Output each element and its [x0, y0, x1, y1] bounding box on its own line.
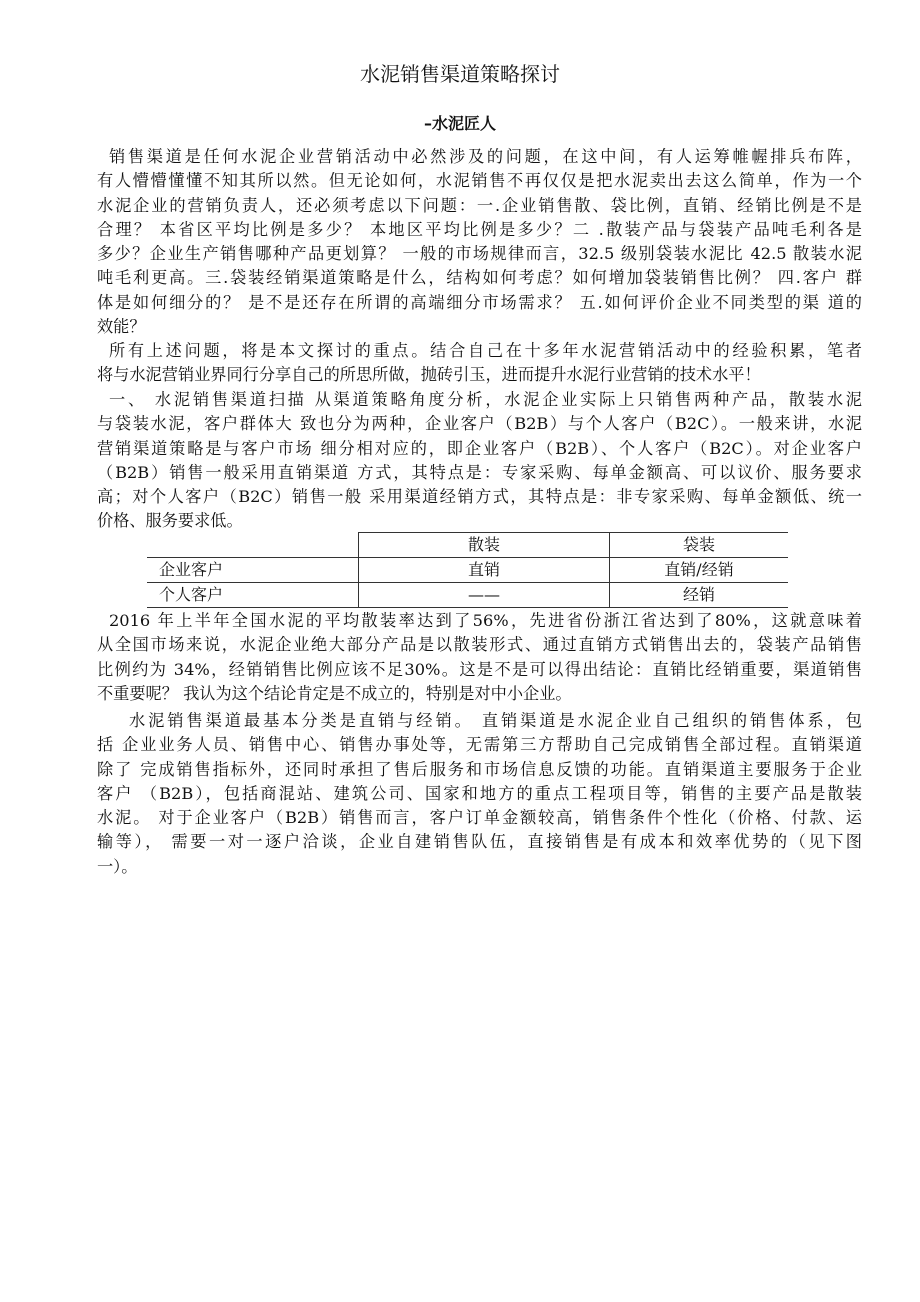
text-line: 所有上述问题，将是本文探讨的重点。结合自己在十多年水泥营销活动中的经验积累，笔者 — [109, 341, 862, 360]
text-line: 除了 完成销售指标外，还同时承担了售后服务和市场信息反馈的功能。直销渠道主要服务于企业 — [97, 759, 862, 779]
text-line: 将与水泥营销业界同行分享自己的所思所做，抛砖引玉，进而提升水泥行业营销的技术水平！ — [97, 365, 761, 385]
table-header-cell: 散装 — [359, 533, 610, 558]
text-line: 比例约为 34%，经销销售比例应该不足30%。这是不是可以得出结论：直销比经销重要，渠道销售 — [97, 659, 862, 679]
text-line: 不重要呢？ 我认为这个结论肯定是不成立的，特别是对中小企业。 — [97, 683, 572, 703]
table-header-row — [147, 533, 788, 558]
text-line: 体是如何细分的？ 是不是还存在所谓的高端细分市场需求？ 五.如何评价企业不同类型的渠 道的 — [97, 292, 862, 312]
channel-table — [147, 532, 788, 608]
paragraph-focus — [97, 339, 862, 388]
text-line: 客户 （B2B），包括商混站、建筑公司、国家和地方的重点工程项目等，销售的主要产品是散装 — [97, 783, 862, 803]
text-line: 有人懵懵懂懂不知其所以然。但无论如何，水泥销售不再仅仅是把水泥卖出去这么简单，作为一个 — [97, 171, 862, 191]
text-line: 高；对个人客户（B2C）销售一般 采用渠道经销方式，其特点是：非专家采购、每单金额低、统一 — [97, 487, 862, 507]
table-cell: 企业客户 — [147, 558, 359, 583]
text-line: 水泥销售渠道最基本分类是直销与经销。 直销渠道是水泥企业自己组织的销售体系，包 — [129, 711, 862, 730]
text-line: 从全国市场来说，水泥企业绝大部分产品是以散装形式、通过直销方式销售出去的，袋装产品销售 — [97, 635, 862, 655]
text-line: 效能？ — [97, 317, 146, 337]
text-line: 营销渠道策略是与客户市场 细分相对应的，即企业客户（B2B）、个人客户（B2C）。对企业客户 — [97, 438, 862, 458]
text-line: 吨毛利更高。三.袋装经销渠道策略是什么，结构如何考虑？如何增加袋装销售比例？ 四.客户 群 — [97, 268, 862, 288]
table-cell: 经销 — [610, 583, 789, 608]
table-cell: 直销 — [359, 558, 610, 583]
table-cell: 个人客户 — [147, 583, 359, 608]
text-line: （B2B）销售一般采用直销渠道 方式，其特点是：专家采购、每单金额高、可以议价、服务要求 — [97, 462, 862, 482]
table-header-cell — [147, 533, 359, 558]
text-line: 括 企业业务人员、销售中心、销售办事处等，无需第三方帮助自己完成销售全部过程。直销渠道 — [97, 735, 862, 755]
table-row — [147, 583, 788, 608]
text-line: 价格、服务要求低。 — [97, 511, 243, 531]
text-line: 2016 年上半年全国水泥的平均散装率达到了56%，先进省份浙江省达到了80%，这就意味着 — [109, 611, 862, 630]
table-cell: —— — [359, 583, 610, 608]
document-author: –水泥匠人 — [423, 114, 496, 133]
text-line: 多少？企业生产销售哪种产品更划算？ 一般的市场规律而言，32.5 级别袋装水泥比 42.5 散装水泥 — [97, 244, 862, 264]
text-line: 水泥。 对于企业客户（B2B）销售而言，客户订单金额较高，销售条件个性化（价格、付款、运 — [97, 808, 862, 828]
text-line: 一、 水泥销售渠道扫描 从渠道策略角度分析，水泥企业实际上只销售两种产品，散装水泥 — [109, 390, 862, 409]
text-line: 合理？ 本省区平均比例是多少？ 本地区平均比例是多少？二 .散装产品与袋装产品吨毛利各是 — [97, 219, 862, 239]
paragraph-channel-scan — [97, 388, 862, 534]
text-line: 一）。 — [97, 856, 138, 876]
paragraph-direct-sales — [97, 709, 862, 879]
text-line: 输等）， 需要一对一逐户洽谈，企业自建销售队伍，直接销售是有成本和效率优势的（见下图 — [97, 832, 862, 852]
document-title: 水泥销售渠道策略探讨 — [360, 62, 560, 86]
text-line: 水泥企业的营销负责人，还必须考虑以下问题：一.企业销售散、袋比例，直销、经销比例是不是 — [97, 195, 862, 215]
text-line: 与袋装水泥，客户群体大 致也分为两种，企业客户（B2B）与个人客户（B2C）。一般来讲，水泥 — [97, 414, 862, 434]
text-line: 销售渠道是任何水泥企业营销活动中必然涉及的问题，在这中间，有人运筹帷幄排兵布阵， — [109, 147, 862, 166]
table-header-cell: 袋装 — [610, 533, 789, 558]
paragraph-intro — [97, 145, 862, 339]
table-row — [147, 558, 788, 583]
paragraph-statistics — [97, 609, 862, 706]
table-cell: 直销/经销 — [610, 558, 789, 583]
